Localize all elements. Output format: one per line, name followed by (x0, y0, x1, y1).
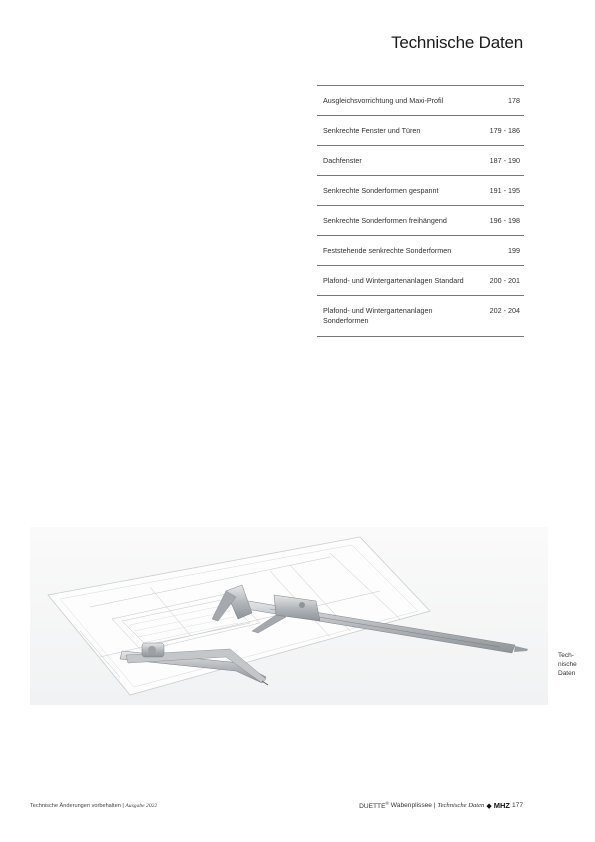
registered-mark: ® (385, 801, 389, 806)
page-title: Technische Daten (391, 33, 523, 52)
toc-label: Senkrechte Fenster und Türen (323, 126, 421, 135)
toc-pages: 187 - 190 (489, 156, 520, 165)
footer-product-line (359, 801, 523, 810)
toc-pages: 200 - 201 (489, 276, 520, 285)
toc-label: Senkrechte Sonderformen gespannt (323, 186, 439, 195)
toc-pages: 202 - 204 (489, 306, 520, 315)
mhz-logo: MHZ (493, 801, 510, 811)
diamond-icon: ◆ (486, 802, 492, 810)
footer-disclaimer-text: Technische Änderungen vorbehalten | (30, 803, 126, 809)
footer-product: Wabenplissee | (390, 802, 436, 810)
toc-row[interactable] (317, 86, 524, 116)
toc-row[interactable] (317, 206, 524, 236)
side-tab-line: Tech- (558, 652, 574, 659)
footer-section: Technische Daten (437, 802, 485, 810)
toc-label: Dachfenster (323, 156, 362, 165)
toc-row[interactable] (317, 266, 524, 296)
toc-label: Senkrechte Sonderformen freihängend (323, 216, 447, 225)
page-number: 177 (511, 802, 523, 810)
toc-pages: 179 - 186 (489, 126, 520, 135)
toc-pages: 196 - 198 (489, 216, 520, 225)
table-of-contents (317, 85, 524, 337)
toc-label: Feststehende senkrechte Sonderformen (323, 246, 452, 255)
toc-pages: 191 - 195 (489, 186, 520, 195)
side-tab-line: nische (558, 661, 577, 668)
toc-label: Plafond- und Wintergartenanlagen Standard (323, 276, 464, 285)
brand-text: DUETTE (359, 803, 386, 811)
footer-edition: Ausgabe 2022 (125, 803, 158, 809)
toc-row[interactable] (317, 176, 524, 206)
toc-label: Plafond- und Wintergartenanlagen Sonderformen (323, 306, 433, 325)
toc-pages: 178 (508, 96, 520, 105)
section-side-tab[interactable] (558, 651, 588, 678)
caliper-blueprint-illustration (30, 527, 548, 705)
toc-row[interactable] (317, 296, 524, 337)
footer-disclaimer (30, 803, 157, 809)
side-tab-line: Daten (558, 670, 576, 677)
toc-row[interactable] (317, 236, 524, 266)
footer-brand (359, 801, 389, 810)
toc-label: Ausgleichsvorrichtung und Maxi-Profil (323, 96, 444, 105)
toc-row[interactable] (317, 116, 524, 146)
toc-row[interactable] (317, 146, 524, 176)
toc-pages: 199 (508, 246, 520, 255)
